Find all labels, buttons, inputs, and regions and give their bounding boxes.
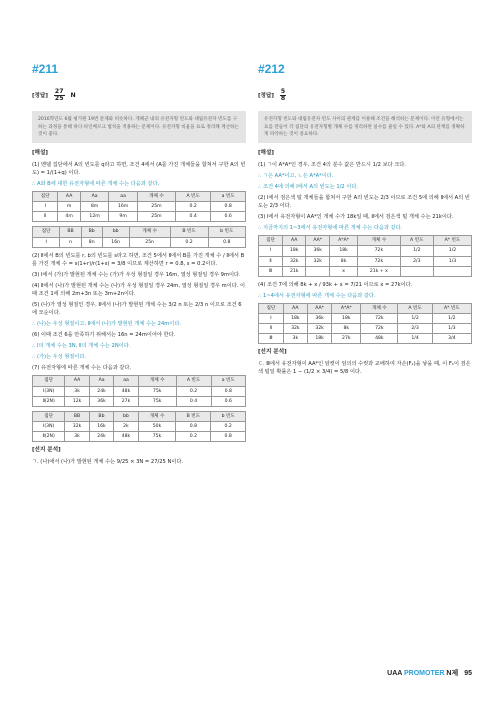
table-cell: 8k [330, 256, 358, 266]
table-header-cell: aa [114, 376, 138, 386]
table-cell: 3k [65, 386, 89, 396]
table-row [33, 202, 246, 212]
table-cell: 0.2 [176, 431, 211, 441]
table-cell: Ⅱ [259, 324, 284, 334]
right-column [258, 60, 472, 379]
table-row [33, 431, 246, 441]
table-cell: 36k [89, 396, 113, 406]
answer-tag: [정답] [32, 92, 48, 99]
table-cell: 8k [332, 324, 361, 334]
table-header-cell: A 빈도 [400, 236, 433, 246]
table-header-cell: 개체 수 [138, 376, 176, 386]
table-cell: x [330, 266, 358, 276]
table-header-cell: 집단 [33, 227, 60, 237]
solution-step: ∴ 조건 4에 의해 Ⅰ에서 A의 빈도는 1/2 이다. [258, 184, 359, 191]
table-cell: 12m [80, 212, 109, 222]
table-header-cell: Aa [80, 192, 109, 202]
section-heading: [해설] [258, 150, 274, 157]
table-header-cell: 집단 [259, 303, 284, 313]
table-row [259, 256, 472, 266]
genotype-table [258, 235, 472, 276]
table-cell: 0.2 [176, 202, 211, 212]
table-cell: Ⅰ [33, 202, 58, 212]
table-row [259, 266, 472, 276]
table-cell: 0.2 [170, 237, 208, 247]
table-cell: 32k [283, 256, 306, 266]
table-header-cell: aa [109, 192, 138, 202]
genotype-table [32, 375, 246, 406]
section-heading: [선지 분석] [258, 349, 287, 356]
table-header-cell: 집단 [33, 376, 65, 386]
solution-step: (1) ㄱ이 A*A*인 경우, 조건 4의 분수 값은 반드시 1/2 보다 크다. [258, 161, 406, 168]
solution-step: ∴ (나)는 우성 형질이고, Ⅱ에서 (나)가 발현된 개체 수는 24m이다. [32, 321, 181, 328]
table-cell: 75k [138, 396, 176, 406]
table-cell: 48k [361, 334, 398, 344]
table-row [259, 314, 472, 324]
table-header-cell: a 빈도 [211, 192, 246, 202]
left-column [32, 60, 246, 469]
table-cell: 9m [109, 212, 138, 222]
table-row [33, 212, 246, 222]
table-cell: 16k [89, 421, 113, 431]
table-cell: 3k [65, 431, 89, 441]
table-cell: 0.4 [176, 396, 211, 406]
answer-fraction [54, 89, 65, 104]
genotype-table [32, 226, 246, 247]
table-cell: Ⅲ [259, 334, 284, 344]
table-cell: 36k [307, 314, 331, 324]
table-cell: Ⅰ [259, 314, 284, 324]
table-cell: Ⅱ [259, 256, 283, 266]
table-cell: 25n [129, 237, 170, 247]
table-cell: 72k [358, 256, 400, 266]
table-cell: 1/2 [433, 246, 471, 256]
table-cell: 1/2 [398, 314, 432, 324]
table-header-cell: AA [283, 303, 307, 313]
table-header-cell: 개체 수 [361, 303, 398, 313]
table-cell [433, 266, 471, 276]
table-header-cell: A* 빈도 [432, 303, 471, 313]
section-heading: [선지 분석] [32, 447, 61, 454]
table-cell: 0.8 [211, 431, 246, 441]
table-header-cell: Bb [89, 411, 113, 421]
table-cell: 8m [80, 202, 109, 212]
table-cell: 72k [361, 314, 398, 324]
table-header-cell: A 빈도 [398, 303, 432, 313]
table-cell: 32k [307, 324, 331, 334]
table-cell: 1/2 [432, 314, 471, 324]
table-header-cell: B 빈도 [170, 227, 208, 237]
table-header-cell: 집단 [33, 411, 65, 421]
table-cell: 32k [306, 256, 330, 266]
table-header-cell: AA [58, 192, 80, 202]
table-cell: 21k [283, 266, 306, 276]
table-cell: 0.6 [211, 212, 246, 222]
table-header-cell: 개체 수 [137, 192, 175, 202]
table-cell: 18k [307, 334, 331, 344]
problem-number: #211 [32, 62, 59, 76]
table-cell: 4m [58, 212, 80, 222]
problem-number: #212 [258, 62, 285, 76]
table-cell: 18k [332, 314, 361, 324]
solution-step: ∴ 1~4에서 유전자형에 따른 개체 수는 다음과 같다. [258, 292, 376, 299]
table-cell: 32k [283, 324, 307, 334]
table-header-cell: 개체 수 [138, 411, 176, 421]
solution-step: (1) 멘델 집단에서 A의 빈도를 q라고 하면, 조건 4에서 (A를 가진 개체들을 합쳐서 구한 A의 빈도) = 1/(1+q) 이다. [32, 161, 246, 176]
table-cell: m [58, 202, 80, 212]
solution-step: (4) 조건 7에 의해 8k + x / 93k + x = 7/21 이므로 x = 27k이다. [258, 281, 413, 288]
table-cell: 2k [114, 421, 138, 431]
table-header-cell: b 빈도 [211, 411, 246, 421]
table-cell: 1/3 [432, 324, 471, 334]
table-header-cell: 집단 [33, 192, 58, 202]
table-cell: 72k [361, 324, 398, 334]
table-header-cell: a 빈도 [211, 376, 245, 386]
table-cell: 2/3 [400, 256, 433, 266]
table-cell: Ⅱ(2N) [33, 431, 65, 441]
solution-step: (3) Ⅰ에서 (가)가 발현된 개체 수는 (가)가 우성 형질일 경우 16m, 열성 형질일 경우 9m이다. [32, 271, 241, 278]
table-cell [306, 266, 330, 276]
genotype-table [32, 411, 246, 442]
table-header-cell: 개체 수 [358, 236, 400, 246]
table-header-cell: A 빈도 [176, 376, 211, 386]
table-cell: 2/3 [398, 324, 432, 334]
table-header-cell: AA [283, 236, 306, 246]
table-cell: 75k [138, 386, 176, 396]
answer-numerator: 27 [54, 87, 64, 95]
page-footer [387, 668, 472, 678]
solution-step: (6) 이때 조건 6을 만족하기 위해서는 16n = 24m이어야 한다. [32, 332, 176, 339]
answer-denominator: 8 [280, 95, 286, 103]
table-cell: 1/2 [400, 246, 433, 256]
table-header-cell: A*A* [330, 236, 358, 246]
table-cell: 8n [81, 237, 102, 247]
table-header-cell: BB [60, 227, 81, 237]
solution-step: ∴ ㄱ은 AA*이고, ㄴ은 A*A*이다. [258, 172, 334, 179]
table-cell: Ⅰ [259, 246, 283, 256]
solution-step: (7) 유전자형에 따른 개체 수는 다음과 같다. [32, 365, 132, 372]
table-cell: 27k [114, 396, 138, 406]
choice-analysis: ㄷ. Ⅲ에서 유전자형이 AA*인 암컷이 임의의 수컷과 교배하여 자손(F₁)을 낳을 때, 이 F₁이 검은색 털일 확률은 1 − (1/2 × 3/4) = 5/8 이다. [258, 361, 471, 376]
table-header-cell: A*A* [332, 303, 361, 313]
table-cell: 1/4 [398, 334, 432, 344]
table-cell: 0.4 [176, 212, 211, 222]
table-cell: 24k [89, 386, 113, 396]
table-header-cell: Aa [89, 376, 113, 386]
table-row [33, 421, 246, 431]
table-row [259, 246, 472, 256]
genotype-table [32, 191, 246, 222]
table-cell: Ⅱ [33, 212, 58, 222]
table-cell: 75k [138, 431, 176, 441]
table-cell: 0.8 [211, 202, 246, 212]
table-header-cell: B 빈도 [176, 411, 211, 421]
table-cell: 48k [114, 386, 138, 396]
page-number: 95 [464, 670, 472, 677]
table-header-cell: AA* [307, 303, 331, 313]
commentary-box: 2016학년도 6월 평가원 19번 문제와 비슷하다. 개체군 내의 유전자형 빈도와 대립유전자 빈도를 구하는 과정을 통해 하디·바인베르크 법칙을 적용하는 문제이다. 유전자형 비율을 표로 정리해 계산하는 것이 좋다. [32, 111, 246, 143]
table-cell: Ⅰ(3N) [33, 386, 65, 396]
solution-step: (3) Ⅰ에서 유전자형이 AA*인 개체 수가 18k일 때, Ⅱ에서 검은색 털 개체 수는 21k이다. [258, 214, 454, 221]
table-cell: 48k [114, 431, 138, 441]
genotype-table [258, 303, 472, 344]
footer-brand-c: N제 [446, 670, 459, 677]
answer-fraction [280, 89, 286, 104]
solution-step: (2) Ⅱ에서 B의 빈도를 r, b의 빈도를 s라고 하면, 조건 5에서 Ⅱ에서 B를 가진 개체 수 / Ⅱ에서 B를 가진 개체 수 = s(1+r)/r(1+s) = 3/8 이므로 계산하면 r = 0.8, s = 0.2이다. [32, 252, 245, 267]
table-cell: Ⅰ(3N) [33, 421, 65, 431]
table-cell: 25m [137, 202, 175, 212]
solution-step: ∴ A와 B에 대한 유전자형에 따른 개체 수는 다음과 같다. [32, 181, 160, 188]
table-cell: 1/3 [433, 256, 471, 266]
table-row [33, 237, 246, 247]
table-cell: 0.8 [211, 386, 245, 396]
table-cell: 24k [89, 431, 113, 441]
table-header-cell: b 빈도 [208, 227, 245, 237]
table-cell: 0.8 [176, 421, 211, 431]
table-header-cell: A* 빈도 [433, 236, 471, 246]
table-cell: 27k [332, 334, 361, 344]
answer-numerator: 5 [280, 87, 286, 95]
answer-row [258, 89, 472, 104]
solution-step: (4) Ⅱ에서 (나)가 발현된 개체 수는 (나)가 우성 형질일 경우 24m, 열성 형질일 경우 m이다. 이때 조건 1에 의해 2m+3n 또는 3m+2n이다. [32, 282, 246, 297]
table-header-cell: 개체 수 [129, 227, 170, 237]
table-cell: 36k [306, 246, 330, 256]
table-cell: 18k [283, 246, 306, 256]
table-cell: 0.8 [208, 237, 245, 247]
commentary-box: 유전자형 빈도와 대립유전자 빈도 사이의 관계를 이용해 조건을 해석하는 문제이다. 이런 유형에서는 표를 만들어 각 집단의 유전자형별 개체 수를 정리하면 실수를 줄일 수 있다. A*와 A의 관계를 정확하게 파악하는 것이 중요하다. [258, 111, 472, 143]
table-cell: 72k [358, 246, 400, 256]
choice-analysis: ㄱ. (나)에서 (나)가 발현된 개체 수는 9/25 × 3N = 27/25 N이다. [32, 458, 184, 465]
table-cell: 50k [138, 421, 176, 431]
table-header-cell: Bb [81, 227, 102, 237]
table-header-cell: bb [114, 411, 138, 421]
table-cell: 12k [65, 396, 89, 406]
solution-step: ∴ Ⅰ의 개체 수는 3N, Ⅱ의 개체 수는 2N이다. [32, 343, 131, 350]
table-cell: 25m [137, 212, 175, 222]
table-cell: 3/4 [432, 334, 471, 344]
answer-suffix: N [70, 92, 76, 100]
table-cell: 0.2 [176, 386, 211, 396]
table-cell: 0.2 [211, 421, 246, 431]
table-cell: Ⅲ [259, 266, 283, 276]
footer-brand-b: PROMOTER [404, 670, 445, 677]
table-cell: Ⅰ [33, 237, 60, 247]
table-row [33, 396, 246, 406]
table-row [33, 386, 246, 396]
table-row [259, 334, 472, 344]
answer-tag: [정답] [258, 92, 274, 99]
table-cell: 18k [283, 314, 307, 324]
table-cell: 32k [65, 421, 89, 431]
table-row [259, 324, 472, 334]
table-header-cell: 집단 [259, 236, 283, 246]
table-header-cell: A 빈도 [176, 192, 211, 202]
table-cell: Ⅱ(2N) [33, 396, 65, 406]
section-heading: [해설] [32, 150, 48, 157]
table-cell: 18k [330, 246, 358, 256]
table-cell: 16n [102, 237, 129, 247]
table-header-cell: BB [65, 411, 89, 421]
solution-step: (5) (나)가 열성 형질인 경우, Ⅱ에서 (나)가 발현된 개체 수는 3/2 n 또는 2/3 n 이므로 조건 6에 모순이다. [32, 301, 242, 317]
table-cell: 3k [283, 334, 307, 344]
table-cell: 21k + x [358, 266, 400, 276]
table-cell: 0.6 [211, 396, 245, 406]
table-cell: 16m [109, 202, 138, 212]
table-cell [400, 266, 433, 276]
table-header-cell: bb [102, 227, 129, 237]
solution-step: ∴ 지금까지의 1~3에서 유전자형에 따른 개체 수는 다음과 같다. [258, 225, 403, 232]
solution-step: ∴ (가)는 우성 형질이다. [32, 354, 87, 361]
solution-step: (2) Ⅰ에서 검은색 털 개체들을 합쳐서 구한 A의 빈도는 2/3 이므로 조건 5에 의해 Ⅱ에서 A의 빈도는 2/3 이다. [258, 195, 470, 210]
table-cell: n [60, 237, 81, 247]
table-header-cell: AA* [306, 236, 330, 246]
answer-denominator: 25 [54, 95, 64, 103]
footer-brand-a: UAA [387, 670, 403, 677]
answer-row [32, 89, 246, 104]
table-header-cell: AA [65, 376, 89, 386]
